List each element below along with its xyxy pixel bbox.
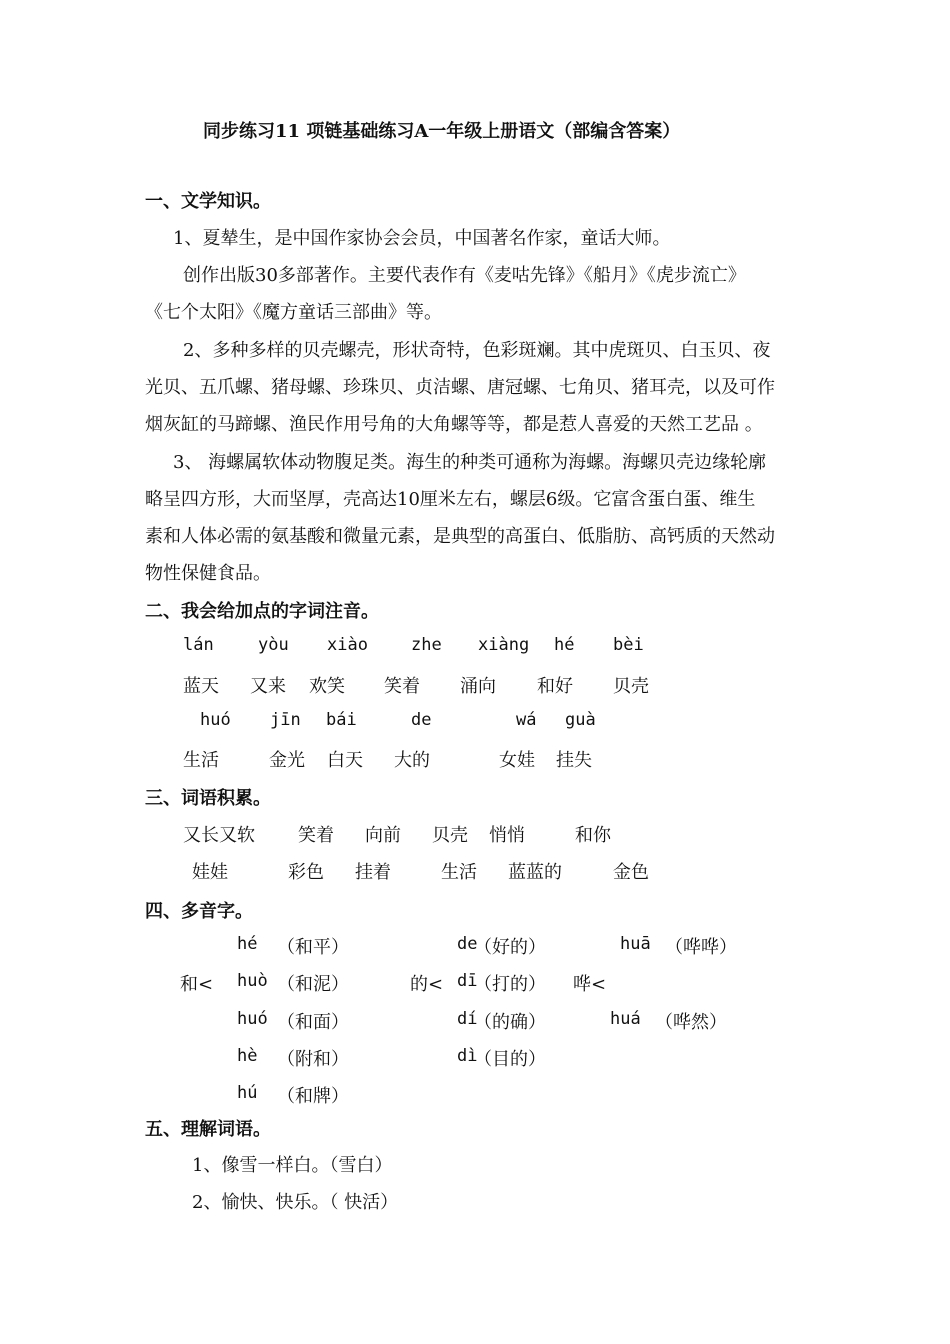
polyphone-char: 和< (180, 974, 214, 995)
s1-paragraph-2-line-1: 2、多种多样的贝壳螺壳，形状奇特，色彩斑斓。其中虎斑贝、白玉贝、夜 (183, 340, 771, 361)
pinyin: dí (457, 1009, 478, 1029)
pinyin: hé (237, 934, 258, 954)
word: 笑着 (384, 676, 420, 697)
vocab-word: 金色 (613, 862, 649, 883)
example-word: （哗哗） (665, 937, 737, 958)
section-5-heading: 五、理解词语。 (145, 1119, 271, 1140)
example-word: （打的） (474, 974, 546, 995)
s1-paragraph-1: 1、夏辇生，是中国作家协会会员，中国著名作家，童话大师。 (173, 228, 671, 249)
section-4-heading: 四、多音字。 (145, 901, 253, 922)
word: 女娃 (499, 750, 535, 771)
s5-item-2: 2、愉快、快乐。（ 快活） (192, 1192, 399, 1213)
vocab-word: 悄悄 (489, 825, 525, 846)
s1-paragraph-2-line-3: 烟灰缸的马蹄螺、渔民作用号角的大角螺等等，都是惹人喜爱的天然工艺品 。 (145, 414, 763, 435)
example-word: （和泥） (277, 974, 349, 995)
word: 白天 (327, 750, 363, 771)
word: 挂失 (556, 750, 592, 771)
s5-item-1: 1、像雪一样白。（雪白） (192, 1155, 393, 1176)
word: 生活 (183, 750, 219, 771)
pinyin: huó (237, 1009, 268, 1029)
vocab-word: 彩色 (288, 862, 324, 883)
example-word: （和平） (277, 937, 349, 958)
vocab-word: 娃娃 (192, 862, 228, 883)
pinyin: zhe (411, 635, 442, 655)
s1-paragraph-2-line-2: 光贝、五爪螺、猪母螺、珍珠贝、贞洁螺、唐冠螺、七角贝、猪耳壳，以及可作 (145, 377, 775, 398)
page-title: 同步练习11 项链基础练习A一年级上册语文（部编含答案） (203, 121, 681, 142)
pinyin: dī (457, 971, 478, 991)
pinyin: de (457, 934, 478, 954)
pinyin: de (411, 710, 432, 730)
section-2-heading: 二、我会给加点的字词注音。 (145, 601, 379, 622)
example-word: （好的） (474, 937, 546, 958)
word: 和好 (537, 676, 573, 697)
word: 金光 (269, 750, 305, 771)
pinyin: jīn (270, 710, 301, 730)
polyphone-char: 哗< (573, 974, 607, 995)
section-3-heading: 三、词语积累。 (145, 788, 271, 809)
example-word: （和牌） (277, 1086, 349, 1107)
pinyin: dì (457, 1046, 478, 1066)
pinyin: guà (565, 710, 596, 730)
vocab-word: 挂着 (355, 862, 391, 883)
word: 贝壳 (613, 676, 649, 697)
s1-paragraph-3-line-2: 略呈四方形，大而坚厚，壳高达10厘米左右，螺层6级。它富含蛋白蛋、维生 (145, 489, 756, 510)
pinyin: lán (183, 635, 214, 655)
s1-paragraph-1b-line-1: 创作出版30多部著作。主要代表作有《麦咕先锋》《船月》《虎步流亡》 (183, 265, 746, 286)
word: 大的 (394, 750, 430, 771)
vocab-word: 又长又软 (183, 825, 255, 846)
example-word: （的确） (474, 1012, 546, 1033)
pinyin: wá (516, 710, 537, 730)
example-word: （和面） (277, 1012, 349, 1033)
section-1-heading: 一、文学知识。 (145, 191, 271, 212)
example-word: （附和） (277, 1049, 349, 1070)
pinyin: huā (620, 934, 651, 954)
vocab-word: 和你 (575, 825, 611, 846)
polyphone-char: 的< (410, 974, 444, 995)
word: 涌向 (460, 676, 496, 697)
s1-paragraph-3-line-1: 3、 海螺属软体动物腹足类。海生的种类可通称为海螺。海螺贝壳边缘轮廓 (173, 452, 767, 473)
vocab-word: 笑着 (298, 825, 334, 846)
s1-paragraph-3-line-3: 素和人体必需的氨基酸和微量元素，是典型的高蛋白、低脂肪、高钙质的天然动 (145, 526, 775, 547)
pinyin: hè (237, 1046, 258, 1066)
word: 蓝天 (183, 676, 219, 697)
pinyin: huò (237, 971, 268, 991)
pinyin: huó (200, 710, 231, 730)
pinyin: xiào (327, 635, 368, 655)
vocab-word: 向前 (365, 825, 401, 846)
word: 又来 (250, 676, 286, 697)
pinyin: huá (610, 1009, 641, 1029)
vocab-word: 生活 (441, 862, 477, 883)
vocab-word: 贝壳 (432, 825, 468, 846)
pinyin: bèi (613, 635, 644, 655)
pinyin: hú (237, 1083, 258, 1103)
example-word: （目的） (474, 1049, 546, 1070)
pinyin: hé (554, 635, 575, 655)
word: 欢笑 (309, 676, 345, 697)
example-word: （哗然） (655, 1012, 727, 1033)
pinyin: yòu (258, 635, 289, 655)
vocab-word: 蓝蓝的 (508, 862, 562, 883)
pinyin: bái (326, 710, 357, 730)
pinyin: xiàng (478, 635, 530, 655)
s1-paragraph-1b-line-2: 《七个太阳》《魔方童话三部曲》等。 (145, 302, 442, 323)
s1-paragraph-3-line-4: 物性保健食品。 (145, 563, 271, 584)
